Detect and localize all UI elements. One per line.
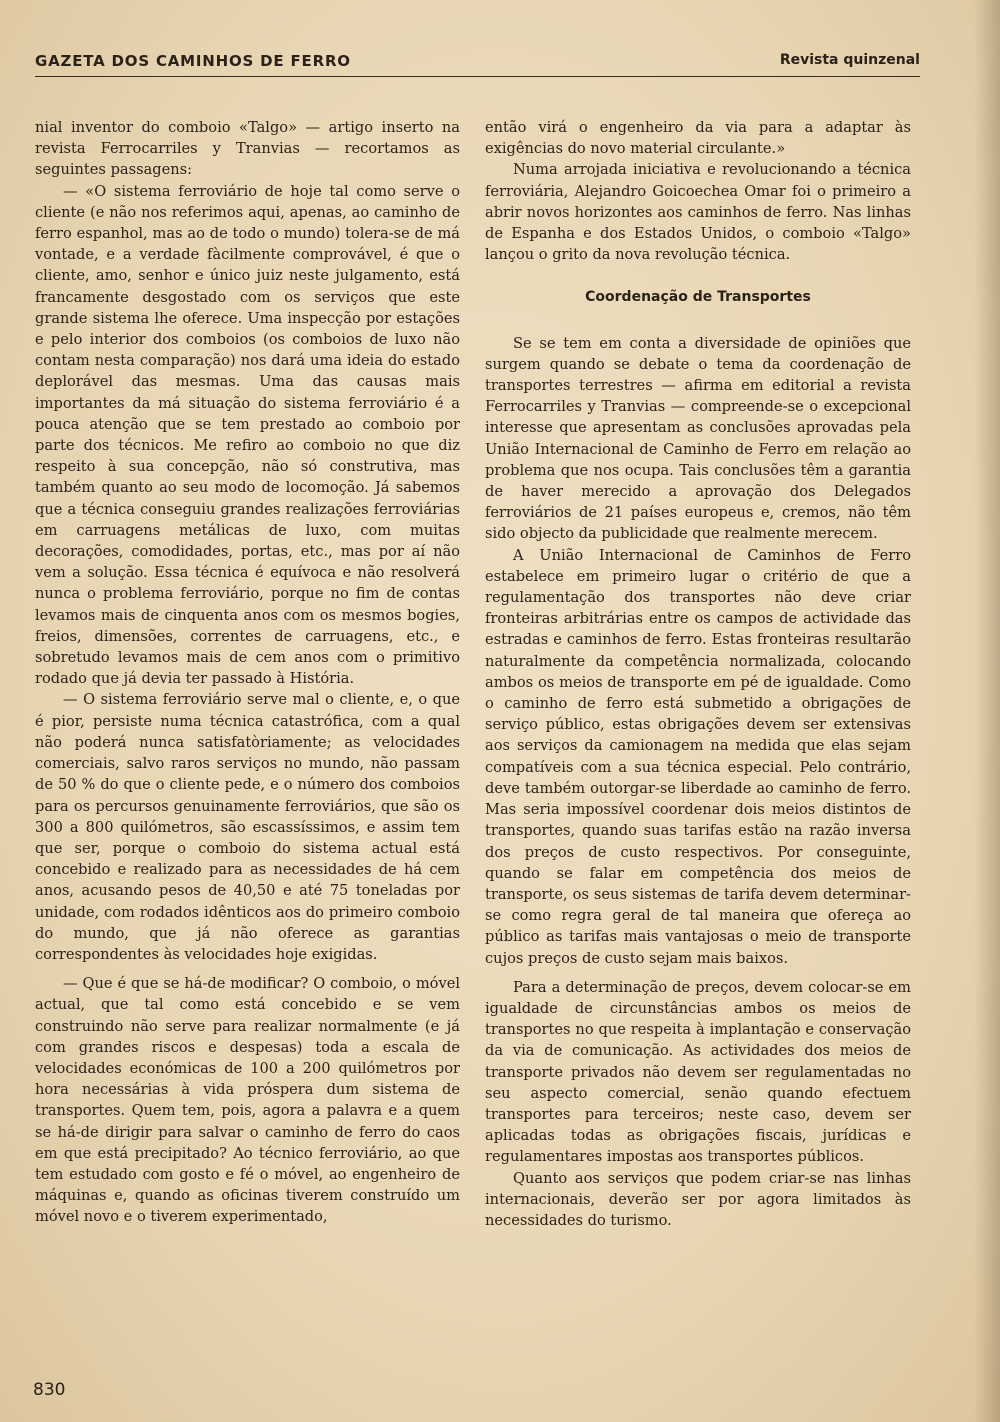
page-edge-shadow [974,0,1000,1422]
paragraph: Para a determinação de preços, devem colocar-se em igualdade de circunstâncias ambos os meios de transportes no que respeita à implantação e conservação da via de comunicação. As actividades dos meios de transporte privados não devem ser regulamentadas no seu aspecto comercial, senão quando efectuem transportes para terceiros; neste caso, devem ser aplicadas todas as obrigações fiscais, jurídicas e regulamentares impostas aos transportes públicos. [485,978,911,1166]
paragraph: — O sistema ferroviário serve mal o cliente, e, o que é pior, persiste numa técnica catastrófica, com a qual não poderá nunca satisfatòriamente; as velocidades comerciais, salvo raros serviços no mundo, não passam de 50 % do que o cliente pede, e o número dos comboios para os percursos genuinamente ferroviários, que são os 300 a 800 quilómetros, são escassíssimos, e assim tem que ser, porque o comboio do sistema actual está concebido e realizado para as necessidades de há cem anos, acusando pesos de 40,50 e até 75 toneladas por unidade, com rodados idênticos aos do primeiro comboio do mundo, que já não oferece as garantias correspondentes às velocidades hoje exigidas. [35,691,460,963]
paragraph: Quanto aos serviços que podem criar-se nas linhas internacionais, deverão ser por agora limitados às necessidades do turismo. [485,1169,911,1229]
right-column [485,117,911,1231]
paragraph: Numa arrojada iniciativa e revolucionando a técnica ferroviária, Alejandro Goicoechea Omar foi o primeiro a abrir novos horizontes aos caminhos de ferro. Nas linhas de Espanha e dos Estados Unidos, o comboio «Talgo» lançou o grito da nova revolução técnica. [485,161,911,264]
running-header [35,52,920,77]
section-heading: Coordenação de Transportes [585,289,811,306]
left-column [35,117,460,1228]
paragraph: Se se tem em conta a diversidade de opiniões que surgem quando se debate o tema da coordenação de transportes terrestres — afirma em editorial a revista Ferrocarriles y Tranvias — compreende-se o excepcional interesse que apresentam as conclusões aprovadas pela União Internacional de Caminho de Ferro em relação ao problema que nos ocupa. Tais conclusões têm a garantia de haver merecido a aprovação dos Delegados ferroviários de 21 países europeus e, cremos, não têm sido objecto da publicidade que realmente merecem. [485,334,911,543]
journal-title: GAZETA DOS CAMINHOS DE FERRO [35,52,351,70]
paragraph: A União Internacional de Caminhos de Ferro estabelece em primeiro lugar o critério de que a regulamentação dos transportes não deve criar fronteiras arbitrárias entre os campos de actividade das estradas e caminhos de ferro. Estas fronteiras resultarão naturalmente da competência normalizada, colocando ambos os meios de transporte em pé de igualdade. Como o caminho de ferro está submetido a obrigações de serviço público, estas obrigações devem ser extensivas aos serviços da camionagem na medida que elas sejam compatíveis com a sua técnica especial. Pelo contrário, deve também outorgar-se liberdade ao caminho de ferro. Mas seria impossível coordenar dois meios distintos de transportes, quando suas tarifas estão na razão inversa dos preços de custo respectivos. Por conseguinte, quando se falar em competência dos meios de transporte, os seus sistemas de tarifa devem determinar-se como regra geral de tal maneira que ofereça ao público as tarifas mais vantajosas o meio de transporte cujos preços de custo sejam mais baixos. [485,546,911,967]
paragraph: — Que é que se há-de modificar? O comboio, o móvel actual, que tal como está concebido e se vem construindo não serve para realizar normalmente (e já com grandes riscos e despesas) toda a escala de velocidades económicas de 100 a 200 quilómetros por hora necessárias à vida próspera dum sistema de transportes. Quem tem, pois, agora a palavra e a quem se há-de dirigir para salvar o caminho de ferro do caos em que está precipitado? Ao técnico ferroviário, ao que tem estudado com gosto e fé o móvel, ao engenheiro de máquinas e, quando as oficinas tiverem construído um móvel novo e o tiverem experimentado, [35,975,460,1226]
journal-subtitle: Revista quinzenal [779,52,920,68]
page-number: 830 [33,1380,66,1400]
paragraph: — «O sistema ferroviário de hoje tal como serve o cliente (e não nos referimos aqui, apenas, ao caminho de ferro espanhol, mas ao de todo o mundo) tolera-se de má vontade, e a verdade fàcilmente comprovável, é que o cliente, amo, senhor e único juiz neste julgamento, está francamente desgostado com os serviços que este grande sistema lhe oferece. Uma inspecção por estações e pelo interior dos comboios (os comboios de luxo não contam nesta comparação) nos dará uma ideia do estado deplorável das mesmas. Uma das causas mais importantes da má situação do sistema ferroviário é a pouca atenção que se tem prestado ao comboio por parte dos técnicos. Me refiro ao comboio no que diz respeito à sua concepção, não só construtiva, mas também quanto ao seu modo de locomoção. Já sabemos que a técnica conseguiu grandes realizações ferroviárias em carruagens metálicas de luxo, com muitas decorações, comodidades, portas, etc., mas por aí não vem a solução. Essa técnica é equívoca e não resolverá nunca o problema ferroviário, porque no fim de contas levamos mais de cinquenta anos com os mesmos bogies, freios, dimensões, correntes de carruagens, etc., e sobretudo levamos mais de cem anos com o primitivo rodado que já devia ter passado à História. [35,182,460,688]
paragraph: nial inventor do comboio «Talgo» — artigo inserto na revista Ferrocarriles y Tranvias — recortamos as seguintes passagens: [35,119,460,179]
paragraph: então virá o engenheiro da via para a adaptar às exigências do novo material circulante.» [485,119,911,158]
